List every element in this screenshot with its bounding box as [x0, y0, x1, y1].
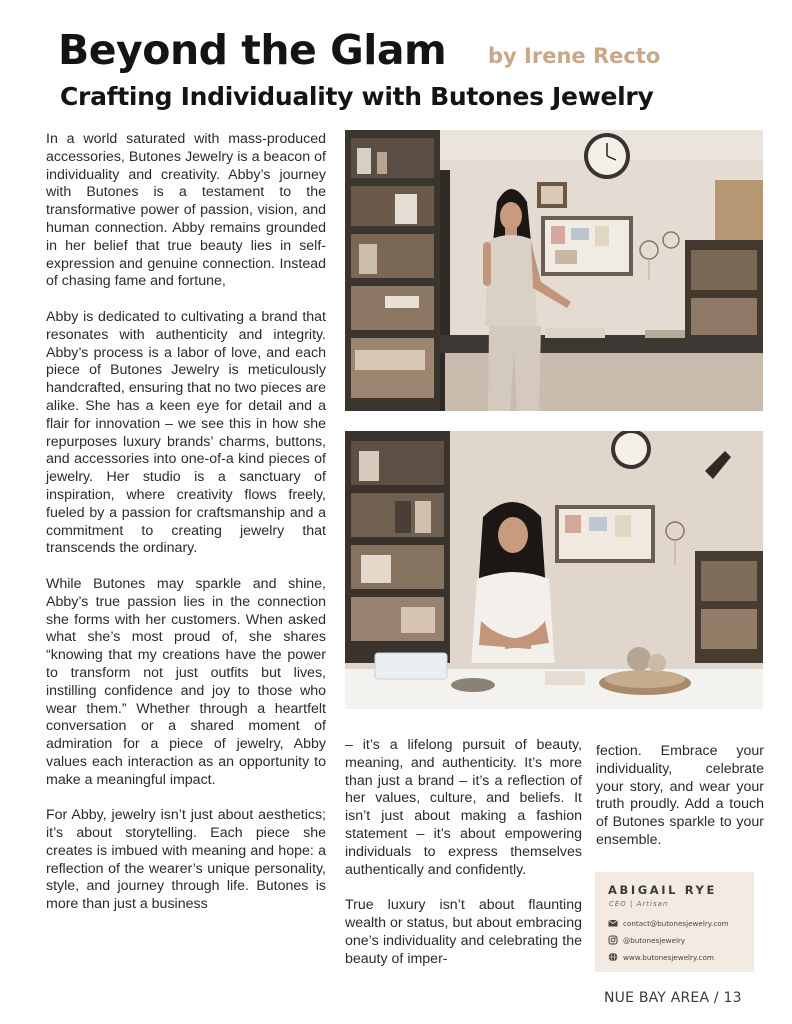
card-instagram-row[interactable] [608, 934, 685, 946]
instagram-icon [608, 935, 618, 945]
card-email[interactable]: contact@butonesjewelry.com [623, 918, 729, 928]
article-title: Beyond the Glam [58, 26, 447, 74]
globe-icon [608, 952, 618, 962]
card-website-row[interactable] [608, 951, 714, 963]
mail-icon [608, 918, 618, 928]
card-role: CEO | Artisan [609, 900, 669, 908]
paragraph: fection. Embrace your individuality, celebrate your story, and wear your truth proudly. Add a touch of Butones sparkle to your ensemble. [596, 743, 764, 848]
paragraph: In a world saturated with mass-produced accessories, Butones Jewelry is a beacon of individuality and creativity. Abby’s journey with Butones is a testament to the transformative power of passion, vision, and human connection. Abby remains grounded in her belief that true beauty lies in self-expression and genuine connection. Instead of chasing fame and fortune, [46, 131, 326, 290]
article-subtitle: Crafting Individuality with Butones Jewelry [60, 82, 654, 111]
article-column-2 [345, 737, 582, 986]
paragraph: For Abby, jewelry isn’t just about aesthetics; it’s about storytelling. Each piece she creates is imbued with meaning and hope: a reflection of the wearer’s unique personality, style, and journey through life. Butones is more than just a business [46, 807, 326, 913]
studio-photo-crafting [345, 431, 763, 709]
byline: by Irene Recto [488, 44, 661, 68]
paragraph: True luxury isn’t about flaunting wealth or status, but about embracing one’s individuality and celebrating the beauty of imper- [345, 897, 582, 967]
card-website[interactable]: www.butonesjewelry.com [623, 952, 714, 962]
contact-card [595, 872, 754, 972]
page-footer: NUE BAY AREA / 13 [604, 990, 742, 1006]
paragraph: Abby is dedicated to cultivating a brand that resonates with authenticity and integrity. Abby’s process is a labor of love, and each piece of Butones Jewelry is meticulously handcrafted, ensuring that no two pieces are alike. She has a keen eye for detail and a flair for innovation – we see this in how she repurposes luxury brands’ charms, buttons, and accessories into one-of-a kind pieces of jewelry. Her studio is a sanctuary of inspiration, where creativity flows freely, fueled by a passion for craftsmanship and a commitment to creating jewelry that transcends the ordinary. [46, 308, 326, 557]
article-column-3 [596, 743, 764, 868]
paragraph: While Butones may sparkle and shine, Abby’s true passion lies in the connection she forms with her customers. When asked what she’s most proud of, she shares “knowing that my creations have the power to transform not just outfits but lives, instilling confidence and joy to those who wear them.” Whether through a heartfelt conversation or a shared moment of admiration for a piece of jewelry, Abby values each interaction as an opportunity to make a meaningful impact. [46, 575, 326, 788]
card-instagram[interactable]: @butonesjewelry [623, 935, 686, 945]
card-name: ABIGAIL RYE [608, 883, 717, 897]
paragraph: – it’s a lifelong pursuit of beauty, meaning, and authenticity. It’s more than just a brand – it’s a reflection of her values, culture, and beliefs. It isn’t just about making a fashion statement – it’s about empowering individuals to express themselves authentically and confidently. [345, 737, 582, 878]
studio-photo-standing [345, 130, 763, 411]
article-column-1 [46, 131, 326, 932]
card-email-row[interactable] [608, 917, 729, 929]
